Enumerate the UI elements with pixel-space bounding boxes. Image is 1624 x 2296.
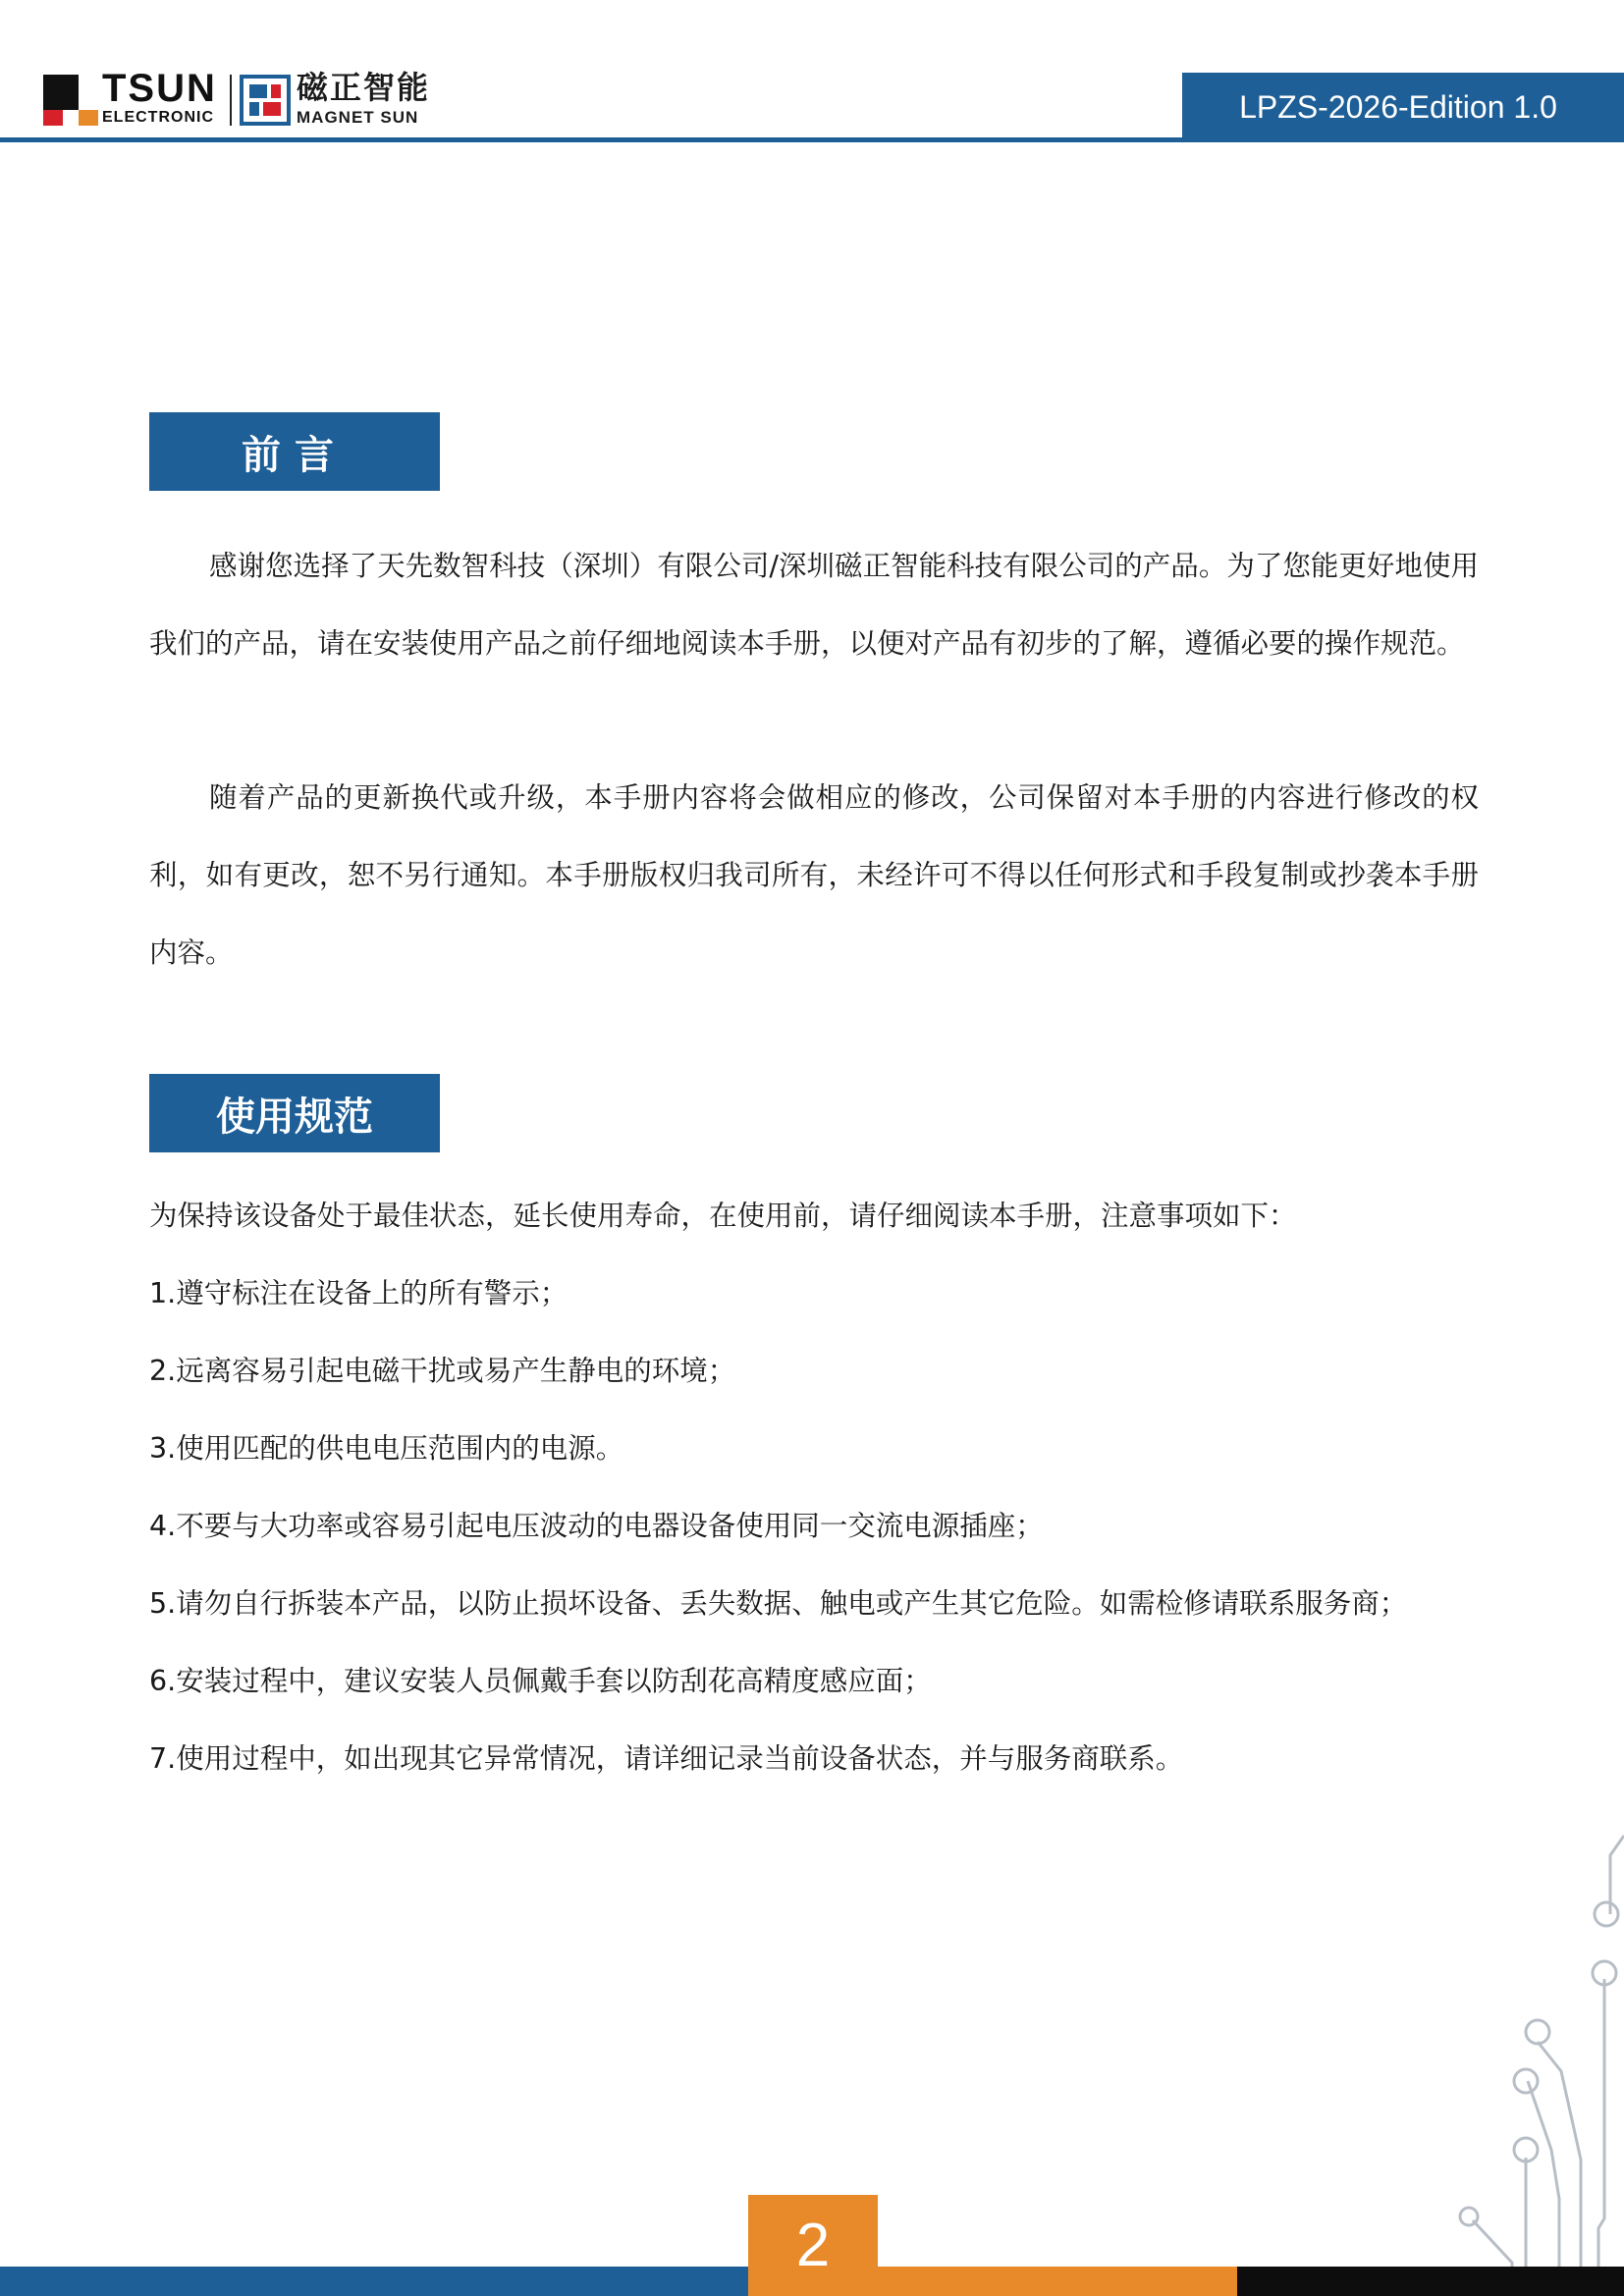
- magnet-sun-logo-english: MAGNET SUN: [297, 108, 419, 127]
- usage-rule-item: 5.请勿自行拆装本产品，以防止损坏设备、丢失数据、触电或产生其它危险。如需检修请联系服务商；: [149, 1587, 1408, 1620]
- footer-bar-black: [1237, 2267, 1624, 2296]
- edition-label: LPZS-2026-Edition 1.0: [1182, 73, 1624, 141]
- page-header: [0, 0, 1624, 147]
- page-number: 2: [748, 2195, 878, 2296]
- logo-divider: [230, 75, 232, 126]
- usage-rule-item: 2.远离容易引起电磁干扰或易产生静电的环境；: [149, 1355, 736, 1387]
- preface-paragraph: 感谢您选择了天先数智科技（深圳）有限公司/深圳磁正智能科技有限公司的产品。为了您能更好地使用我们的产品，请在安装使用产品之前仔细地阅读本手册，以便对产品有初步的了解，遵循必要的操作规范。: [149, 550, 1479, 660]
- magnet-sun-logo-icon: [240, 75, 291, 126]
- usage-rule-item: 6.安装过程中，建议安装人员佩戴手套以防刮花高精度感应面；: [149, 1665, 932, 1697]
- magnet-sun-logo-chinese: 磁正智能: [297, 69, 431, 106]
- footer-bar-blue: [0, 2267, 748, 2296]
- header-rule: [0, 137, 1624, 142]
- usage-rule-item: 7.使用过程中，如出现其它异常情况，请详细记录当前设备状态，并与服务商联系。: [149, 1742, 1184, 1775]
- preface-heading: 前言: [149, 412, 440, 491]
- usage-rule-item: 1.遵守标注在设备上的所有警示；: [149, 1277, 568, 1309]
- tsun-logo-subtitle: ELECTRONIC: [102, 109, 214, 126]
- usage-intro: 为保持该设备处于最佳状态，延长使用寿命，在使用前，请仔细阅读本手册，注意事项如下：: [149, 1200, 1297, 1232]
- usage-heading: 使用规范: [149, 1074, 440, 1152]
- circuit-lines-icon: [1443, 1826, 1624, 2277]
- usage-rule-item: 4.不要与大功率或容易引起电压波动的电器设备使用同一交流电源插座；: [149, 1510, 1044, 1542]
- tsun-logo-name: TSUN: [102, 67, 217, 110]
- preface-paragraph: 随着产品的更新换代或升级，本手册内容将会做相应的修改，公司保留对本手册的内容进行修改的权利，如有更改，恕不另行通知。本手册版权归我司所有，未经许可不得以任何形式和手段复制或抄袭本手册内容。: [149, 781, 1479, 969]
- usage-rule-item: 3.使用匹配的供电电压范围内的电源。: [149, 1432, 624, 1465]
- tsun-logo-icon: [43, 75, 98, 126]
